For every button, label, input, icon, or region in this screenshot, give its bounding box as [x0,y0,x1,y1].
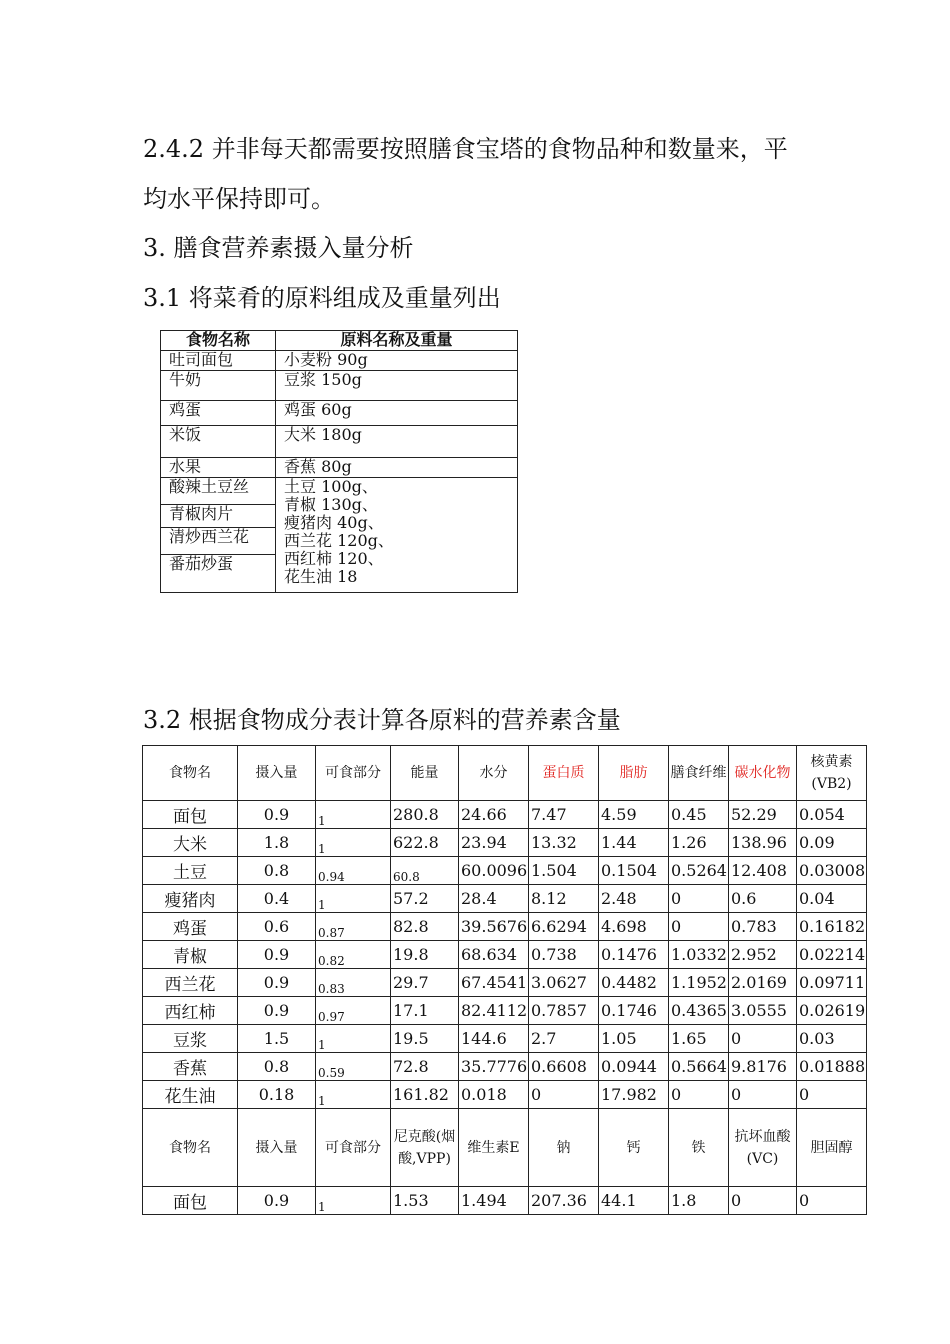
value-cell: 2.0169 [729,969,797,997]
column-header: 可食部分 [316,1109,391,1187]
nutrient-table [142,745,867,1215]
value-cell: 1.8 [669,1187,729,1215]
value-cell: 82.4112 [459,997,529,1025]
value-cell: 0 [797,1187,867,1215]
header-food-name: 食物名称 [161,331,276,351]
intake-cell: 0.9 [238,997,316,1025]
table-row [143,857,867,885]
value-cell: 3.0627 [529,969,599,997]
value-cell: 0.03 [797,1025,867,1053]
value-cell: 0.738 [529,941,599,969]
value-cell: 0.1746 [599,997,669,1025]
food-cell: 米饭 [161,426,276,458]
food-name-cell: 花生油 [143,1081,238,1109]
column-header: 摄入量 [238,746,316,801]
value-cell: 23.94 [459,829,529,857]
value-cell: 1.53 [391,1187,459,1215]
intake-cell: 0.8 [238,1053,316,1081]
column-header: 食物名 [143,746,238,801]
column-header: 水分 [459,746,529,801]
value-cell: 29.7 [391,969,459,997]
column-header: 脂肪 [599,746,669,801]
column-header: 可食部分 [316,746,391,801]
intake-cell: 0.8 [238,857,316,885]
intake-cell: 1.8 [238,829,316,857]
intake-cell: 0.9 [238,1187,316,1215]
value-cell: 1 [316,1081,391,1109]
value-cell: 9.8176 [729,1053,797,1081]
food-cell: 牛奶 [161,371,276,401]
ingredient-line: 西红柿 120、 [284,549,384,568]
column-header: 摄入量 [238,1109,316,1187]
paragraph-2-4-2-cont: 均水平保持即可。 [143,185,335,213]
value-cell: 7.47 [529,801,599,829]
value-cell: 144.6 [459,1025,529,1053]
value-cell: 1 [316,801,391,829]
value-cell: 0.5264 [669,857,729,885]
value-cell: 0 [669,1081,729,1109]
value-cell: 0.16182 [797,913,867,941]
value-cell: 0.94 [316,857,391,885]
table-row [143,829,867,857]
value-cell: 1.494 [459,1187,529,1215]
food-name-cell: 西红柿 [143,997,238,1025]
value-cell: 0.6608 [529,1053,599,1081]
value-cell: 0 [729,1081,797,1109]
value-cell: 0.054 [797,801,867,829]
value-cell: 1.504 [529,857,599,885]
food-name-cell: 鸡蛋 [143,913,238,941]
value-cell: 28.4 [459,885,529,913]
value-cell: 0.1504 [599,857,669,885]
value-cell: 0 [729,1025,797,1053]
value-cell: 622.8 [391,829,459,857]
value-cell: 0.59 [316,1053,391,1081]
value-cell: 19.8 [391,941,459,969]
table-row [161,458,518,478]
value-cell: 13.32 [529,829,599,857]
food-name-cell: 面包 [143,1187,238,1215]
food-name-cell: 西兰花 [143,969,238,997]
value-cell: 0.04 [797,885,867,913]
value-cell: 12.408 [729,857,797,885]
column-header: 碳水化物 [729,746,797,801]
value-cell: 0.7857 [529,997,599,1025]
value-cell: 57.2 [391,885,459,913]
value-cell: 1 [316,885,391,913]
ingredient-line: 土豆 100g、 [284,477,378,496]
food-cell: 青椒肉片 [161,505,276,528]
food-name-cell: 面包 [143,801,238,829]
ingredients-table [160,330,518,593]
value-cell: 8.12 [529,885,599,913]
value-cell: 0.783 [729,913,797,941]
value-cell: 44.1 [599,1187,669,1215]
ingredient-cell: 香蕉 80g [276,458,518,478]
value-cell: 1 [316,1187,391,1215]
value-cell: 60.8 [391,857,459,885]
column-header: 钙 [599,1109,669,1187]
value-cell: 0.01888 [797,1053,867,1081]
table-row [143,1081,867,1109]
value-cell: 1.65 [669,1025,729,1053]
column-header: 尼克酸(烟酸,VPP) [391,1109,459,1187]
ingredient-line: 青椒 130g、 [284,495,378,514]
table-header-row [143,746,867,801]
column-header: 核黄素(VB2) [797,746,867,801]
value-cell: 0.02214 [797,941,867,969]
ingredient-line: 花生油 18 [284,567,358,586]
value-cell: 0 [729,1187,797,1215]
value-cell: 39.5676 [459,913,529,941]
value-cell: 2.48 [599,885,669,913]
value-cell: 1 [316,1025,391,1053]
value-cell: 3.0555 [729,997,797,1025]
value-cell: 0.83 [316,969,391,997]
table-row [143,913,867,941]
value-cell: 1.44 [599,829,669,857]
column-header: 蛋白质 [529,746,599,801]
food-name-cell: 青椒 [143,941,238,969]
value-cell: 0.0944 [599,1053,669,1081]
table-row [161,351,518,371]
column-header: 膳食纤维 [669,746,729,801]
value-cell: 0.018 [459,1081,529,1109]
food-name-cell: 豆浆 [143,1025,238,1053]
ingredient-line: 瘦猪肉 40g、 [284,513,384,532]
value-cell: 161.82 [391,1081,459,1109]
table-row [143,941,867,969]
value-cell: 1.1952 [669,969,729,997]
table-row [143,1025,867,1053]
value-cell: 19.5 [391,1025,459,1053]
paragraph-2-4-2: 2.4.2 并非每天都需要按照膳食宝塔的食物品种和数量来，平 [143,135,788,163]
intake-cell: 0.9 [238,941,316,969]
food-name-cell: 香蕉 [143,1053,238,1081]
value-cell: 0 [669,913,729,941]
table-row [143,969,867,997]
intake-cell: 0.9 [238,969,316,997]
value-cell: 6.6294 [529,913,599,941]
table-row [161,426,518,458]
value-cell: 0.97 [316,997,391,1025]
heading-3-2: 3.2 根据食物成分表计算各原料的营养素含量 [143,706,621,734]
ingredient-cell: 小麦粉 90g [276,351,518,371]
value-cell: 1 [316,829,391,857]
table-header-row-2 [143,1109,867,1187]
heading-3-1: 3.1 将菜肴的原料组成及重量列出 [143,284,501,312]
value-cell: 4.698 [599,913,669,941]
table-row [143,1053,867,1081]
food-cell: 番茄炒蛋 [161,555,276,593]
food-name-cell: 大米 [143,829,238,857]
value-cell: 0.1476 [599,941,669,969]
value-cell: 24.66 [459,801,529,829]
ingredient-cell: 鸡蛋 60g [276,401,518,426]
value-cell: 280.8 [391,801,459,829]
column-header: 胆固醇 [797,1109,867,1187]
value-cell: 52.29 [729,801,797,829]
ingredient-line: 西兰花 120g、 [284,531,394,550]
intake-cell: 0.6 [238,913,316,941]
table-row [161,371,518,401]
value-cell: 138.96 [729,829,797,857]
table-row [143,801,867,829]
intake-cell: 0.18 [238,1081,316,1109]
value-cell: 2.7 [529,1025,599,1053]
food-cell: 水果 [161,458,276,478]
table-row [161,478,518,505]
food-cell: 鸡蛋 [161,401,276,426]
table-row [143,885,867,913]
value-cell: 0.09 [797,829,867,857]
value-cell: 82.8 [391,913,459,941]
value-cell: 207.36 [529,1187,599,1215]
value-cell: 1.05 [599,1025,669,1053]
value-cell: 60.0096 [459,857,529,885]
intake-cell: 0.4 [238,885,316,913]
column-header: 铁 [669,1109,729,1187]
value-cell: 35.7776 [459,1053,529,1081]
table-header-row [161,331,518,351]
value-cell: 72.8 [391,1053,459,1081]
table-row [143,997,867,1025]
column-header: 能量 [391,746,459,801]
value-cell: 0.4482 [599,969,669,997]
column-header: 钠 [529,1109,599,1187]
value-cell: 17.1 [391,997,459,1025]
intake-cell: 0.9 [238,801,316,829]
table-row [143,1187,867,1215]
ingredient-cell: 大米 180g [276,426,518,458]
table-row [161,401,518,426]
dish-ingredients-cell [276,478,518,593]
value-cell: 0 [669,885,729,913]
ingredient-cell: 豆浆 150g [276,371,518,401]
value-cell: 1.26 [669,829,729,857]
food-cell: 酸辣土豆丝 [161,478,276,505]
food-cell: 清炒西兰花 [161,528,276,555]
column-header: 维生素E [459,1109,529,1187]
heading-3: 3. 膳食营养素摄入量分析 [143,234,414,262]
value-cell: 4.59 [599,801,669,829]
value-cell: 0.09711 [797,969,867,997]
value-cell: 17.982 [599,1081,669,1109]
value-cell: 68.634 [459,941,529,969]
value-cell: 0.6 [729,885,797,913]
food-name-cell: 土豆 [143,857,238,885]
value-cell: 1.0332 [669,941,729,969]
intake-cell: 1.5 [238,1025,316,1053]
value-cell: 67.4541 [459,969,529,997]
header-ingredients: 原料名称及重量 [276,331,518,351]
value-cell: 0 [797,1081,867,1109]
food-name-cell: 瘦猪肉 [143,885,238,913]
value-cell: 2.952 [729,941,797,969]
value-cell: 0.02619 [797,997,867,1025]
value-cell: 0.45 [669,801,729,829]
column-header: 抗坏血酸(VC) [729,1109,797,1187]
value-cell: 0.03008 [797,857,867,885]
column-header: 食物名 [143,1109,238,1187]
food-cell: 吐司面包 [161,351,276,371]
value-cell: 0.4365 [669,997,729,1025]
value-cell: 0.82 [316,941,391,969]
value-cell: 0.5664 [669,1053,729,1081]
value-cell: 0 [529,1081,599,1109]
value-cell: 0.87 [316,913,391,941]
